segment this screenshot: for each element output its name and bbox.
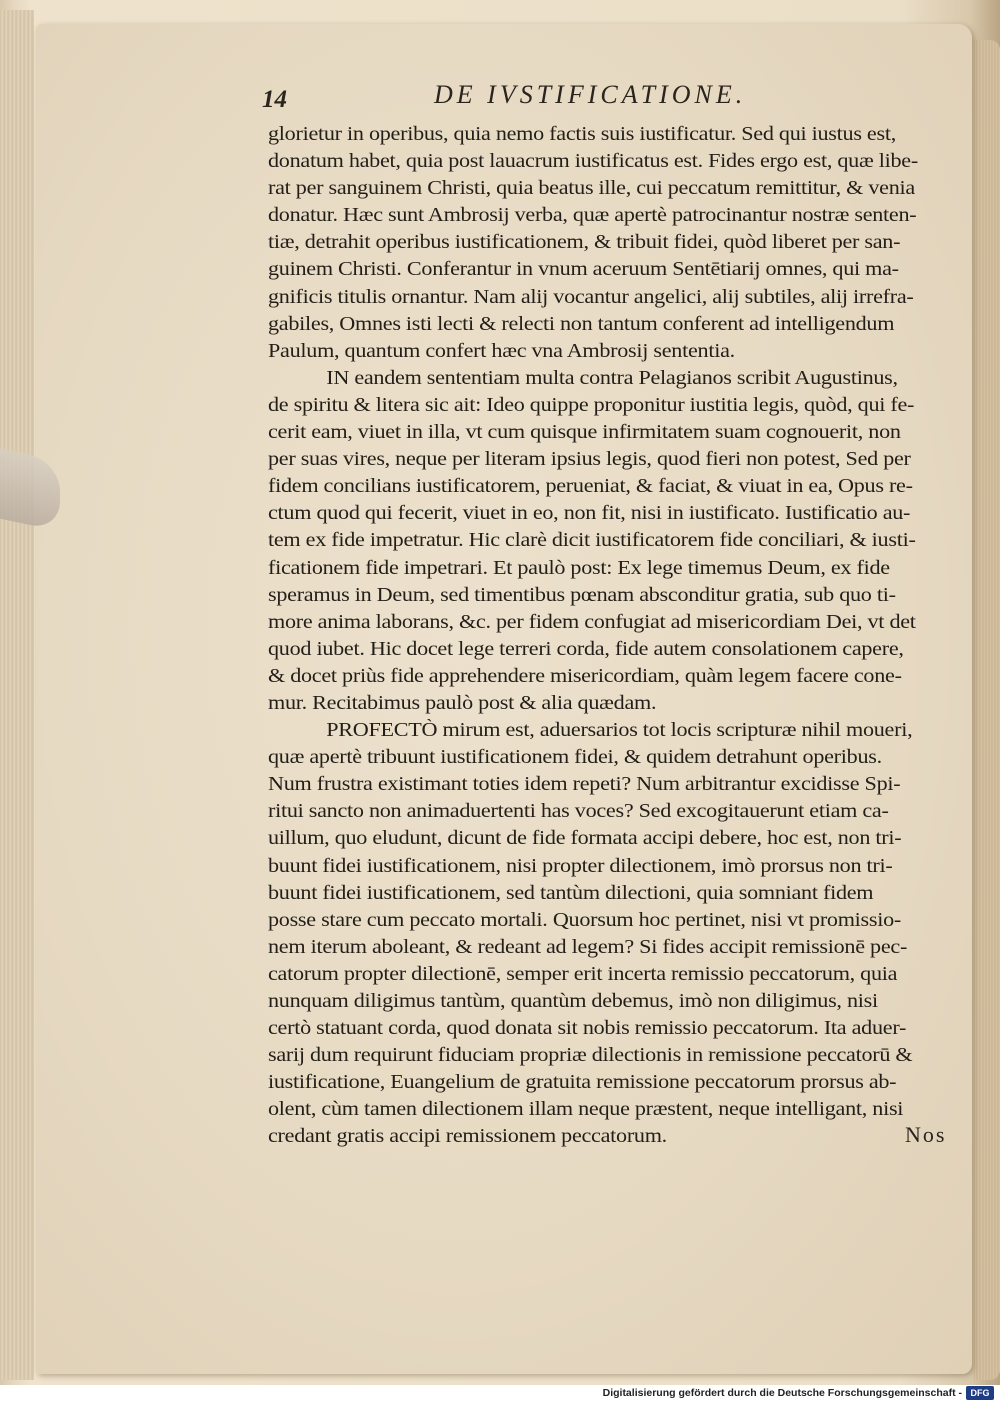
text-line: quæ apertè tribuunt iustificationem fidei, & quidem detrahunt operibus. (268, 746, 882, 769)
text-line: ritui sancto non animaduertenti has voces? Sed excogitauerunt etiam ca- (268, 800, 889, 823)
page-number: 14 (262, 86, 287, 113)
text-line: Paulum, quantum confert hæc vna Ambrosij sententia. (268, 339, 735, 362)
text-line: credant gratis accipi remissionem peccatorum. (268, 1125, 667, 1148)
text-line: rat per sanguinem Christi, quia beatus ille, cui peccatum remittitur, & venia (268, 177, 915, 200)
text-line: buunt fidei iustificationem, sed tantùm dilectioni, quia somniant fidem (268, 881, 874, 904)
text-line: nunquam diligimus tantùm, quantùm debemus, imò non diligimus, nisi (268, 990, 878, 1012)
text-line: Num frustra existimant toties idem repeti? Num arbitrantur excidisse Spi- (268, 773, 901, 796)
text-line: olent, cùm tamen dilectionem illam neque præstent, neque intelligant, nisi (268, 1098, 904, 1121)
text-line: iustificatione, Euangelium de gratuita remissione peccatorum prorsus ab- (268, 1071, 897, 1094)
text-line: nem iterum aboleant, & redeant ad legem? Si fides accipit remissionē pec- (268, 935, 908, 958)
funding-credit: Digitalisierung gefördert durch die Deutsche Forschungsgemeinschaft - (602, 1387, 962, 1399)
text-line: guinem Christi. Conferantur in vnum aceruum Sentētiarij omnes, qui ma- (268, 258, 899, 281)
text-line: posse stare cum peccato mortali. Quorsum hoc pertinet, nisi vt promissio- (268, 908, 901, 931)
catchword: Nos (905, 1122, 947, 1147)
running-title: DE IVSTIFICATIONE. (434, 80, 747, 109)
dfg-logo: DFG (966, 1386, 994, 1400)
text-line: gabiles, Omnes isti lecti & relecti non tantum conferent ad intelligendum (268, 312, 895, 335)
text-line: tiæ, detrahit operibus iustificationem, & tribuit fidei, quòd liberet per san- (268, 231, 901, 254)
paragraph-start-line: PROFECTÒ mirum est, aduersarios tot locis scripturæ nihil moueri, (326, 719, 913, 742)
text-line: uillum, quo eludunt, dicunt de fide formata accipi debere, hoc est, non tri- (268, 827, 902, 850)
text-line: quod iubet. Hic docet lege terreri corda, fide autem consolationem capere, (268, 637, 904, 660)
text-line: donatum habet, quia post lauacrum iustificatus est. Fides ergo est, quæ libe- (268, 150, 918, 173)
paragraph-start-line: IN eandem sententiam multa contra Pelagianos scribit Augustinus, (326, 366, 898, 389)
text-line: buunt fidei iustificationem, nisi propter dilectionem, imò prorsus non tri- (268, 854, 893, 877)
text-line: fidem concilians iustificatorem, perueniat, & faciat, & viuat in ea, Opus re- (268, 475, 913, 498)
text-line: cerit eam, viuet in illa, vt cum quisque infirmitatem suam cognouerit, non (268, 421, 901, 444)
text-line: donatur. Hæc sunt Ambrosij verba, quæ apertè patrocinantur nostræ senten- (268, 204, 917, 227)
footer-bar (0, 1385, 1000, 1403)
text-line: glorietur in operibus, quia nemo factis suis iustificatur. Sed qui iustus est, (268, 123, 896, 145)
text-line: catorum propter dilectionē, semper erit incerta remissio peccatorum, quia (268, 962, 898, 985)
left-page-edges (0, 10, 34, 1380)
text-line: & docet priùs fide apprehendere misericordiam, quàm legem facere cone- (268, 664, 902, 687)
text-line: more anima laborans, &c. per fidem confugiat ad misericordiam Dei, vt det (268, 610, 916, 633)
text-line: ficationem fide impetrari. Et paulò post: Ex lege timemus Deum, ex fide (268, 556, 890, 579)
page-header (262, 80, 822, 120)
text-line: tem ex fide impetratur. Hic clarè dicit iustificatorem fide conciliari, & iusti- (268, 529, 916, 552)
text-line: ctum quod qui fecerit, viuet in eo, non fit, nisi in iustificato. Iustificatio au- (268, 502, 911, 525)
text-line: de spiritu & litera sic ait: Ideo quippe proponitur iustitia legis, quòd, qui fe- (268, 393, 915, 416)
text-line: per suas vires, neque per literam ipsius legis, quod fieri non potest, Sed per (268, 448, 911, 471)
text-line: speramus in Deum, sed timentibus pœnam absconditur gratia, sub quo ti- (268, 583, 896, 606)
text-line: gnificis titulis ornantur. Nam alij vocantur angelici, alij subtiles, alij irrefra- (268, 285, 914, 308)
text-line: sarij dum requirunt fiduciam propriæ dilectionis in remissione peccatorū & (268, 1044, 913, 1067)
text-block (268, 121, 973, 1151)
text-line: certò statuant corda, quod donata sit nobis remissio peccatorum. Ita aduer- (268, 1017, 907, 1040)
text-line: mur. Recitabimus paulò post & alia quædam. (268, 691, 657, 714)
